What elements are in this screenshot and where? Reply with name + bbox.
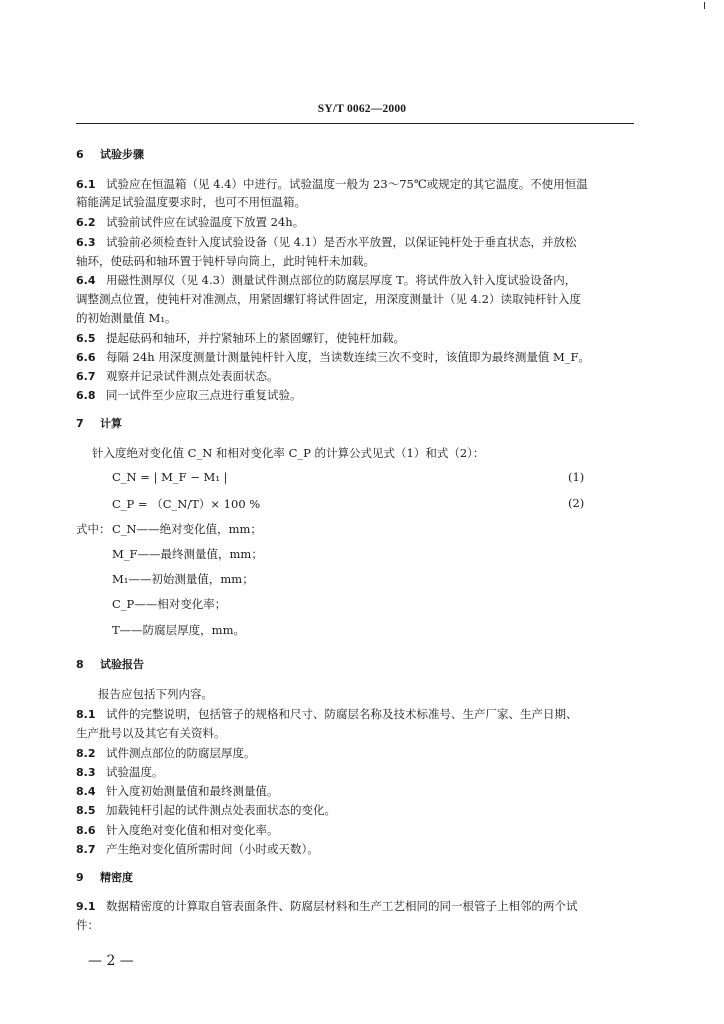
clause-6-1-cont: 箱能满足试验温度要求时，也可不用恒温箱。 bbox=[76, 195, 306, 209]
clause-text: 试验前必须检查针入度试验设备（见 4.1）是否水平放置，以保证钝杆处于垂直状态，并放松 bbox=[106, 235, 577, 249]
formula-2: C_P = （C_N/T）× 100 % bbox=[112, 497, 261, 511]
clause-6-2 bbox=[76, 214, 636, 231]
clause-number: 6.2 bbox=[76, 216, 96, 229]
clause-6-1 bbox=[76, 176, 636, 193]
clause-text: 试验前试件应在试验温度下放置 24h。 bbox=[106, 215, 305, 229]
section-number: 6 bbox=[76, 148, 84, 161]
section-title: 精密度 bbox=[100, 871, 133, 884]
report-intro: 报告应包括下列内容。 bbox=[98, 687, 213, 701]
definition-cn: C_N——绝对变化值，mm； bbox=[112, 522, 262, 536]
clause-8-1-cont: 生产批号以及其它有关资料。 bbox=[76, 726, 226, 740]
clause-text: 用磁性测厚仪（见 4.3）测量试件测点部位的防腐层厚度 T。将试件放入针入度试验设备内， bbox=[106, 273, 577, 287]
clause-text: 试件测点部位的防腐层厚度。 bbox=[106, 746, 256, 760]
clause-9-1 bbox=[76, 898, 636, 915]
clause-6-6 bbox=[76, 349, 636, 366]
clause-6-7 bbox=[76, 368, 636, 385]
section-8-heading bbox=[76, 657, 636, 673]
definition-cp: C_P——相对变化率； bbox=[112, 597, 227, 611]
clause-number: 8.1 bbox=[76, 708, 96, 721]
clause-number: 6.6 bbox=[76, 351, 96, 364]
section-6-heading bbox=[76, 147, 636, 163]
clause-text: 产生绝对变化值所需时间（小时或天数）。 bbox=[106, 842, 319, 856]
clause-number: 6.7 bbox=[76, 370, 96, 383]
clause-number: 6.1 bbox=[76, 178, 96, 191]
section-title: 试验报告 bbox=[100, 658, 144, 671]
clause-text: 观察并记录试件测点处表面状态。 bbox=[106, 369, 279, 383]
definition-m1: M₁——初始测量值，mm； bbox=[112, 572, 254, 586]
section-title: 计算 bbox=[100, 417, 122, 430]
definition-mf: M_F——最终测量值，mm； bbox=[112, 547, 263, 561]
clause-6-3 bbox=[76, 234, 636, 251]
scan-mark bbox=[704, 2, 705, 9]
clause-number: 6.4 bbox=[76, 274, 96, 287]
clause-number: 9.1 bbox=[76, 900, 96, 913]
clause-number: 6.3 bbox=[76, 236, 96, 249]
equation-number-2: (2) bbox=[568, 496, 585, 510]
clause-text: 试件的完整说明，包括管子的规格和尺寸、防腐层名称及技术标准号、生产厂家、生产日期、 bbox=[106, 707, 578, 721]
clause-8-7 bbox=[76, 841, 636, 858]
section-title: 试验步骤 bbox=[100, 148, 144, 161]
clause-text: 针入度绝对变化值和相对变化率。 bbox=[106, 823, 279, 837]
section-9-heading bbox=[76, 870, 636, 886]
calc-intro: 针入度绝对变化值 C_N 和相对变化率 C_P 的计算公式见式（1）和式（2）： bbox=[92, 446, 485, 460]
section-number: 9 bbox=[76, 871, 84, 884]
clause-8-6 bbox=[76, 822, 636, 839]
definition-t: T——防腐层厚度，mm。 bbox=[112, 623, 245, 637]
clause-8-5 bbox=[76, 802, 636, 819]
clause-text: 数据精密度的计算取自管表面条件、防腐层材料和生产工艺相同的同一根管子上相邻的两个试 bbox=[106, 899, 578, 913]
clause-number: 8.3 bbox=[76, 766, 96, 779]
section-number: 8 bbox=[76, 658, 84, 671]
clause-6-8 bbox=[76, 387, 636, 404]
equation-number-1: (1) bbox=[568, 470, 585, 484]
clause-text: 每隔 24h 用深度测量计测量钝杆针入度，当读数连续三次不变时，该值即为最终测量值 M_F。 bbox=[106, 350, 591, 364]
section-7-heading bbox=[76, 416, 636, 432]
clause-number: 8.4 bbox=[76, 785, 96, 798]
clause-number: 8.7 bbox=[76, 843, 96, 856]
clause-8-2 bbox=[76, 745, 636, 762]
clause-6-5 bbox=[76, 330, 636, 347]
page-number: — 2 — bbox=[88, 953, 134, 969]
clause-8-3 bbox=[76, 764, 636, 781]
clause-text: 试验应在恒温箱（见 4.4）中进行。试验温度一般为 23～75℃或规定的其它温度。不使用恒温 bbox=[106, 177, 588, 191]
clause-text: 提起砝码和轴环，并拧紧轴环上的紧固螺钉，使钝杆加载。 bbox=[106, 331, 405, 345]
header-rule bbox=[76, 123, 634, 124]
clause-6-4 bbox=[76, 272, 636, 289]
clause-text: 加载钝杆引起的试件测点处表面状态的变化。 bbox=[106, 803, 336, 817]
clause-number: 8.5 bbox=[76, 804, 96, 817]
clause-number: 6.5 bbox=[76, 332, 96, 345]
clause-8-4 bbox=[76, 783, 636, 800]
section-number: 7 bbox=[76, 417, 84, 430]
formula-1: C_N = | M_F − M₁ | bbox=[112, 470, 228, 484]
clause-text: 试验温度。 bbox=[106, 765, 164, 779]
clause-text: 针入度初始测量值和最终测量值。 bbox=[106, 784, 279, 798]
clause-number: 8.6 bbox=[76, 824, 96, 837]
clause-number: 6.8 bbox=[76, 389, 96, 402]
clause-number: 8.2 bbox=[76, 747, 96, 760]
clause-6-3-cont: 轴环，使砝码和轴环置于钝杆导向筒上，此时钝杆未加载。 bbox=[76, 254, 375, 268]
standard-code-header: SY/T 0062—2000 bbox=[317, 103, 407, 115]
clause-6-4-cont: 调整测点位置，使钝杆对准测点，用紧固螺钉将试件固定，用深度测量计（见 4.2）读取钝杆针入度 bbox=[76, 292, 581, 306]
clause-9-1-cont: 件： bbox=[76, 918, 99, 932]
where-label: 式中： bbox=[76, 522, 111, 536]
clause-6-4-cont2: 的初始测量值 M₁。 bbox=[76, 311, 177, 325]
clause-text: 同一试件至少应取三点进行重复试验。 bbox=[106, 388, 302, 402]
clause-8-1 bbox=[76, 706, 636, 723]
